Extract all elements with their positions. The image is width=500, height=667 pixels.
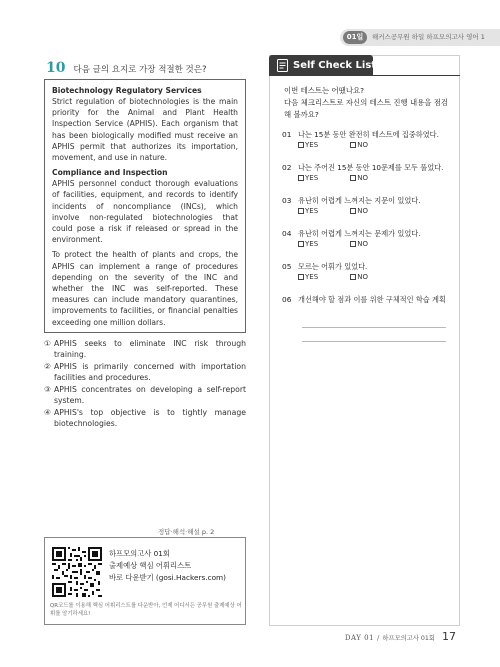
choice-text: APHIS seeks to eliminate INC risk through training. (54, 339, 246, 359)
checkbox-icon (298, 241, 304, 247)
choice-text: APHIS's top objective is to tightly manage biotechnologies. (54, 408, 246, 428)
passage-heading-2: Compliance and Inspection (52, 168, 168, 178)
checkbox-icon (350, 274, 356, 280)
check-item-05 (282, 261, 454, 283)
option-label: NO (357, 240, 368, 248)
vocabulary-download-box (44, 537, 246, 625)
check-item-text: 나는 주어진 15분 동안 10문제를 모두 풀었다. (298, 163, 444, 172)
check-item-text: 유난히 어렵게 느껴지는 문제가 있었다. (298, 229, 421, 238)
download-text (109, 548, 226, 584)
check-item-text: 개선해야 할 점과 이를 위한 구체적인 학습 계획 (298, 295, 446, 304)
option-label: NO (357, 207, 368, 215)
page-number: 17 (442, 630, 456, 643)
option-label: YES (305, 141, 319, 149)
check-item-question (282, 261, 454, 272)
checkbox-icon (350, 208, 356, 214)
check-item-options (282, 206, 454, 217)
footer-subtitle: 하프모의고사 01회 (382, 635, 435, 642)
check-item-number: 03 (282, 196, 292, 205)
tab-divider (373, 75, 460, 76)
check-item-number: 01 (282, 130, 292, 139)
answer-choice-2[interactable] (44, 361, 246, 383)
answer-choice-3[interactable] (44, 384, 246, 406)
page-footer (345, 630, 456, 643)
download-link[interactable]: 바로 다운받기 (gosi.Hackers.com) (109, 573, 226, 582)
reading-passage (44, 79, 246, 333)
intro-line-3: 해 볼까요? (284, 110, 319, 119)
checklist-icon (277, 59, 288, 72)
yes-checkbox[interactable] (298, 173, 348, 184)
choice-number: ① (44, 339, 51, 348)
option-label: NO (357, 174, 368, 182)
checkbox-icon (350, 241, 356, 247)
qr-code-icon[interactable] (52, 547, 102, 597)
no-checkbox[interactable] (350, 140, 400, 151)
checkbox-icon (350, 175, 356, 181)
answer-choices (44, 338, 246, 430)
self-check-panel (269, 55, 460, 626)
answer-choice-4[interactable] (44, 407, 246, 429)
check-item-question (282, 294, 454, 305)
passage-paragraph-2: APHIS personnel conduct thorough evaluations of facilities, equipment, and records to identify incidents of noncompliance (INCs), which involve non-regulated biotechnologies that could pose a risk if released or spread in the environment. (52, 179, 238, 245)
check-item-02 (282, 162, 454, 184)
promo-line-1: 하프모의고사 01회 (109, 549, 170, 558)
self-check-title: Self Check List (293, 60, 377, 71)
self-check-intro (284, 85, 454, 121)
promo-note: QR코드를 이용해 핵심 어휘리스트를 다운받아, 언제 어디서든 공무원 출제예상 어휘를 암기하세요! (50, 603, 242, 617)
check-item-03 (282, 195, 454, 217)
check-item-options (282, 239, 454, 250)
check-item-06 (282, 294, 454, 305)
choice-text: APHIS concentrates on developing a self-report system. (54, 385, 246, 405)
check-item-number: 02 (282, 163, 292, 172)
checkbox-icon (298, 274, 304, 280)
day-badge: 01일 (343, 31, 367, 44)
choice-number: ③ (44, 385, 51, 394)
no-checkbox[interactable] (350, 239, 400, 250)
check-item-options (282, 140, 454, 151)
option-label: YES (305, 240, 319, 248)
yes-checkbox[interactable] (298, 140, 348, 151)
option-label: NO (357, 273, 368, 281)
checkbox-icon (298, 142, 304, 148)
check-item-text: 나는 15분 동안 완전히 테스트에 집중하였다. (298, 130, 439, 139)
footer-separator: / (377, 634, 380, 642)
check-item-number: 06 (282, 295, 292, 304)
checkbox-icon (350, 142, 356, 148)
no-checkbox[interactable] (350, 173, 400, 184)
self-check-tab (269, 55, 377, 76)
choice-number: ④ (44, 408, 51, 417)
option-label: YES (305, 174, 319, 182)
check-item-question (282, 129, 454, 140)
check-item-text: 모르는 어휘가 있었다. (298, 262, 368, 271)
question-heading (46, 60, 206, 78)
option-label: YES (305, 273, 319, 281)
check-item-04 (282, 228, 454, 250)
running-header-title: 해커스공무원 하일 하프모의고사 영어 1 (372, 33, 485, 41)
answer-reference: 정답·해석·해설 p. 2 (158, 528, 215, 536)
check-item-01 (282, 129, 454, 151)
yes-checkbox[interactable] (298, 272, 348, 283)
question-prompt: 다음 글의 요지로 가장 적절한 것은? (73, 65, 207, 75)
check-item-number: 05 (282, 262, 292, 271)
writing-line[interactable] (302, 341, 446, 342)
check-item-options (282, 272, 454, 283)
check-item-question (282, 195, 454, 206)
option-label: YES (305, 207, 319, 215)
checkbox-icon (298, 175, 304, 181)
check-item-number: 04 (282, 229, 292, 238)
passage-paragraph-3: To protect the health of plants and crops, the APHIS can implement a range of procedures depending on the severity of the INC and whether the INC was self-reported. These measures can include mandatory quarantines, improvements to facilities, or financial penalties exceeding one million dollars. (52, 250, 238, 327)
running-header (340, 29, 500, 46)
question-number: 10 (46, 60, 66, 76)
answer-choice-1[interactable] (44, 338, 246, 360)
writing-line[interactable] (302, 327, 446, 328)
intro-line-2: 다음 체크리스트로 자신의 테스트 진행 내용을 점검 (284, 98, 449, 107)
no-checkbox[interactable] (350, 272, 400, 283)
check-item-question (282, 228, 454, 239)
yes-checkbox[interactable] (298, 239, 348, 250)
check-item-text: 유난히 어렵게 느껴지는 지문이 있었다. (298, 196, 421, 205)
check-item-options (282, 173, 454, 184)
choice-text: APHIS is primarily concerned with importation facilities and procedures. (54, 362, 246, 382)
footer-day: DAY 01 (344, 634, 375, 642)
option-label: NO (357, 141, 368, 149)
choice-number: ② (44, 362, 51, 371)
yes-checkbox[interactable] (298, 206, 348, 217)
no-checkbox[interactable] (350, 206, 400, 217)
passage-heading-1: Biotechnology Regulatory Services (52, 86, 202, 95)
promo-line-2: 출제예상 핵심 어휘리스트 (109, 561, 192, 570)
checkbox-icon (298, 208, 304, 214)
check-item-question (282, 162, 454, 173)
intro-line-1: 이번 테스트는 어땠나요? (284, 86, 365, 95)
passage-paragraph-1: Strict regulation of biotechnologies is the main priority for the Animal and Plant Health Inspection Service (APHIS). Each organism that has been biologically modified must receive an APHIS permit that authorizes its importation, movement, and use in nature. (52, 97, 238, 163)
